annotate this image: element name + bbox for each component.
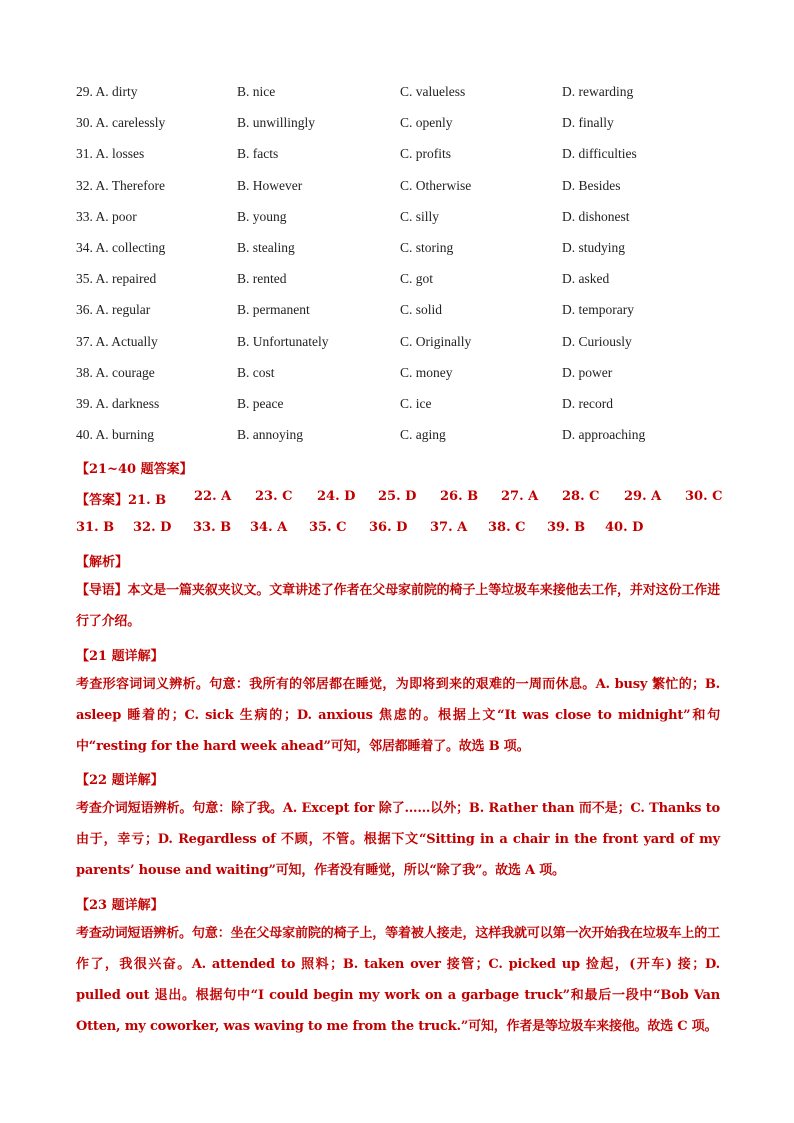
answer-item: 40. D [605,520,644,535]
answer-item: 38. C [488,520,526,535]
option-a [76,178,165,194]
answer-item: 29. A [624,489,662,504]
option-a-text: A. collecting [95,240,166,255]
option-row [76,334,736,356]
option-d: D. Curiously [562,333,632,349]
answers-row-2 [76,520,726,542]
option-row [76,115,736,137]
option-b: B. facts [237,146,279,162]
option-b: B. annoying [237,427,303,443]
answer-item: 37. A [430,520,468,535]
option-a [76,209,137,225]
question-number: 31. [76,146,93,162]
option-a [76,396,159,412]
answer-item: 24. D [317,489,356,504]
answer-item: 【答案】21. B [76,493,167,508]
option-b: B. permanent [237,302,310,318]
option-b: B. cost [237,364,275,380]
option-a [76,271,156,287]
option-a [76,302,150,318]
question-number: 35. [76,271,93,287]
option-a [76,240,165,256]
option-a-text: A. courage [95,364,155,380]
option-d: D. temporary [562,302,634,318]
option-c: C. solid [400,302,443,318]
option-a [76,334,158,350]
option-c: C. valueless [400,84,466,99]
answer-item: 22. A [194,489,232,504]
answers-row-1 [76,489,726,511]
option-a-text: A. poor [95,208,137,224]
option-c: C. silly [400,208,440,224]
option-a [76,115,165,131]
q22-heading: 【22 题详解】 [76,773,164,788]
option-a-text: A. dirty [95,84,138,99]
answer-item: 27. A [501,489,539,504]
answer-item: 26. B [440,489,479,504]
option-d: D. asked [562,271,610,287]
option-c: C. profits [400,146,452,162]
option-b: B. stealing [237,240,295,255]
option-a-text: A. carelessly [95,115,166,131]
option-d: D. finally [562,115,614,131]
answer-item: 30. C [685,489,723,504]
option-d: D. power [562,364,613,380]
option-c: C. Originally [400,333,472,349]
q23-heading: 【23 题详解】 [76,898,164,913]
option-d: D. studying [562,240,626,255]
option-b: B. However [237,177,303,193]
option-c: C. ice [400,396,432,411]
answer-item: 34. A [250,520,288,535]
option-row [76,209,736,231]
option-d: D. dishonest [562,208,630,224]
option-d: D. Besides [562,177,621,193]
option-row [76,365,736,387]
option-a-text: A. losses [95,146,145,162]
option-b: B. nice [237,84,276,99]
option-c: C. aging [400,427,446,443]
q23-paragraph: 考查动词短语辨析。句意：坐在父母家前院的椅子上，等着被人接走，这样我就可以第一次开始我在垃圾车上的工作了，我很兴奋。A. attended to 照料；B. taken over 接管；C. picked up 捡起，(开车) 接；D. pulled out 退出。根据句中“I could begin my work on a garbage truck”和最后一段中“Bob Van Otten, my coworker, was waving to me from the truck.”可知，作者是等垃圾车来接他。故选 C 项。 [76,926,720,1034]
option-row [76,240,736,262]
guide-paragraph: 【导语】本文是一篇夹叙夹议文。文章讲述了作者在父母家前院的椅子上等垃圾车来接他去工作，并对这份工作进行了介绍。 [76,583,720,629]
answer-heading: 【21~40 题答案】 [76,462,193,477]
answer-item: 39. B [547,520,586,535]
question-number: 37. [76,333,93,349]
option-b: B. Unfortunately [237,333,329,349]
question-number: 40. [76,427,93,443]
option-row [76,178,736,200]
option-b: B. peace [237,396,284,411]
option-b: B. young [237,208,287,224]
question-number: 36. [76,302,93,318]
option-a [76,365,155,381]
option-c: C. openly [400,115,453,131]
q21-paragraph: 考查形容词词义辨析。句意：我所有的邻居都在睡觉，为即将到来的艰难的一周而休息。A. busy 繁忙的；B. asleep 睡着的；C. sick 生病的；D. anxious 焦虑的。根据上文“It was close to midnight”和句中“resting for the hard week ahead”可知，邻居都睡着了。故选 B 项。 [76,677,720,754]
option-a-text: A. Therefore [95,177,165,193]
question-number: 33. [76,208,93,224]
q21-heading: 【21 题详解】 [76,649,164,664]
question-number: 30. [76,115,93,131]
answer-item: 25. D [378,489,417,504]
option-d: D. difficulties [562,146,637,162]
answer-item: 28. C [562,489,600,504]
question-number: 39. [76,396,93,411]
option-c: C. Otherwise [400,177,472,193]
question-number: 38. [76,364,93,380]
option-d: D. rewarding [562,84,634,99]
option-a-text: A. repaired [95,271,157,287]
option-a [76,427,154,443]
option-c: C. storing [400,240,454,255]
option-row [76,146,736,168]
option-b: B. unwillingly [237,115,316,131]
answer-item: 32. D [133,520,172,535]
analysis-heading: 【解析】 [76,555,129,570]
option-d: D. record [562,396,613,411]
answer-item: 31. B [76,520,115,535]
option-row [76,84,736,106]
option-a-text: A. regular [95,302,151,318]
answer-item: 23. C [255,489,293,504]
answer-item: 35. C [309,520,347,535]
answer-item: 33. B [193,520,232,535]
option-row [76,271,736,293]
option-d: D. approaching [562,427,646,443]
option-a-text: A. Actually [95,333,158,349]
option-a-text: A. burning [95,427,155,443]
option-row [76,396,736,418]
answer-item: 36. D [369,520,408,535]
question-number: 29. [76,84,93,99]
option-c: C. got [400,271,434,287]
option-row [76,302,736,324]
option-a [76,84,138,100]
question-number: 32. [76,177,93,193]
option-row [76,427,736,449]
q22-paragraph: 考查介词短语辨析。句意：除了我。A. Except for 除了……以外；B. Rather than 而不是；C. Thanks to 由于，幸亏；D. Regardless of 不顾，不管。根据下文“Sitting in a chair in the front yard of my parents’ house and waiting”可知，作者没有睡觉，所以“除了我”。故选 A 项。 [76,801,720,878]
option-a [76,146,144,162]
question-number: 34. [76,240,93,255]
option-b: B. rented [237,271,287,287]
option-a-text: A. darkness [95,396,160,411]
option-c: C. money [400,364,453,380]
